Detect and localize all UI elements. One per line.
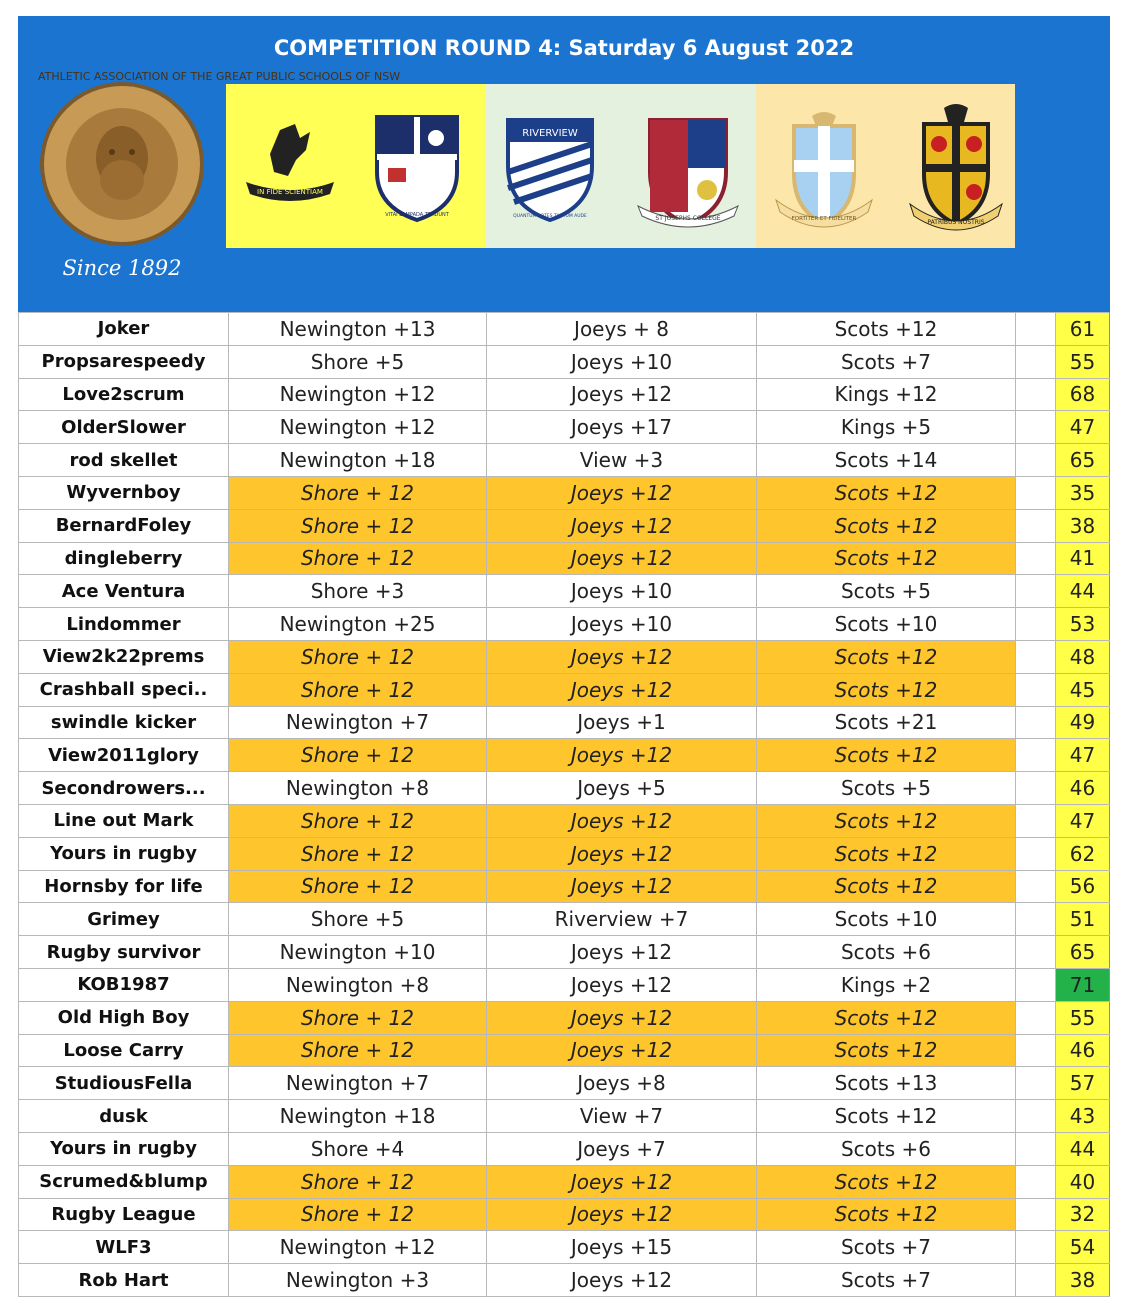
player-name-cell: OlderSlower <box>19 411 229 444</box>
table-row <box>19 673 1110 706</box>
pick-game3-cell: Scots +6 <box>757 1132 1016 1165</box>
score-cell: 48 <box>1056 640 1110 673</box>
pick-game1-cell: Shore + 12 <box>229 1034 487 1067</box>
svg-text:IN FIDE SCIENTIAM: IN FIDE SCIENTIAM <box>257 188 323 196</box>
pick-game3-cell: Scots +12 <box>757 1100 1016 1133</box>
table-row <box>19 903 1110 936</box>
scots-crest-icon <box>906 104 1006 234</box>
pick-game1-cell: Newington +13 <box>229 313 487 346</box>
table-row <box>19 772 1110 805</box>
player-name-cell: Joker <box>19 313 229 346</box>
pick-game1-cell: Newington +12 <box>229 378 487 411</box>
pick-game2-cell: Joeys +12 <box>487 1198 757 1231</box>
pick-game2-cell: Joeys +5 <box>487 772 757 805</box>
table-row <box>19 509 1110 542</box>
kings-crest-icon <box>772 110 876 234</box>
spacer-cell <box>1016 345 1056 378</box>
pick-game3-cell: Scots +10 <box>757 608 1016 641</box>
pick-game1-cell: Newington +7 <box>229 706 487 739</box>
svg-text:PATRIBUS NOSTRIS: PATRIBUS NOSTRIS <box>927 219 985 226</box>
joeys-crest-icon <box>636 110 740 230</box>
shore-crest-icon <box>372 112 462 224</box>
pick-game3-cell: Kings +12 <box>757 378 1016 411</box>
pick-game1-cell: Shore + 12 <box>229 837 487 870</box>
pick-game2-cell: Joeys +10 <box>487 575 757 608</box>
pick-game2-cell: Joeys +12 <box>487 837 757 870</box>
pick-game2-cell: Joeys +8 <box>487 1067 757 1100</box>
svg-text:ST JOSEPHS COLLEGE: ST JOSEPHS COLLEGE <box>655 215 721 222</box>
pick-game2-cell: Joeys +12 <box>487 1165 757 1198</box>
pick-game3-cell: Scots +10 <box>757 903 1016 936</box>
table-row <box>19 1264 1110 1297</box>
pick-game1-cell: Newington +18 <box>229 444 487 477</box>
spacer-cell <box>1016 772 1056 805</box>
page-title: COMPETITION ROUND 4: Saturday 6 August 2022 <box>273 36 855 60</box>
player-name-cell: KOB1987 <box>19 968 229 1001</box>
spacer-cell <box>1016 903 1056 936</box>
spacer-cell <box>1016 313 1056 346</box>
table-row <box>19 804 1110 837</box>
score-cell: 44 <box>1056 575 1110 608</box>
score-cell: 53 <box>1056 608 1110 641</box>
pick-game1-cell: Newington +8 <box>229 772 487 805</box>
score-cell: 51 <box>1056 903 1110 936</box>
spacer-cell <box>1016 968 1056 1001</box>
pick-game2-cell: Joeys +1 <box>487 706 757 739</box>
pick-game3-cell: Scots +5 <box>757 772 1016 805</box>
spacer-cell <box>1016 378 1056 411</box>
crest-band-2 <box>486 84 756 248</box>
pick-game2-cell: Joeys +12 <box>487 378 757 411</box>
header-banner <box>18 16 1110 312</box>
player-name-cell: Scrumed&blump <box>19 1165 229 1198</box>
score-cell: 46 <box>1056 772 1110 805</box>
pick-game1-cell: Newington +10 <box>229 936 487 969</box>
pick-game3-cell: Scots +7 <box>757 1264 1016 1297</box>
spacer-cell <box>1016 936 1056 969</box>
pick-game2-cell: Joeys +10 <box>487 608 757 641</box>
score-cell: 38 <box>1056 1264 1110 1297</box>
pick-game2-cell: Joeys + 8 <box>487 313 757 346</box>
player-name-cell: Rugby survivor <box>19 936 229 969</box>
table-row <box>19 706 1110 739</box>
pick-game1-cell: Shore + 12 <box>229 870 487 903</box>
pick-game3-cell: Scots +12 <box>757 837 1016 870</box>
table-row <box>19 608 1110 641</box>
pick-game3-cell: Scots +12 <box>757 673 1016 706</box>
table-row <box>19 1067 1110 1100</box>
score-cell: 46 <box>1056 1034 1110 1067</box>
spacer-cell <box>1016 1165 1056 1198</box>
score-cell: 45 <box>1056 673 1110 706</box>
pick-game3-cell: Scots +12 <box>757 870 1016 903</box>
pick-game3-cell: Scots +12 <box>757 509 1016 542</box>
pick-game1-cell: Shore + 12 <box>229 476 487 509</box>
spacer-cell <box>1016 476 1056 509</box>
pick-game1-cell: Newington +25 <box>229 608 487 641</box>
table-body <box>19 313 1110 1297</box>
pick-game1-cell: Shore + 12 <box>229 804 487 837</box>
spacer-cell <box>1016 1264 1056 1297</box>
player-name-cell: Line out Mark <box>19 804 229 837</box>
score-cell: 55 <box>1056 1001 1110 1034</box>
pick-game1-cell: Shore + 12 <box>229 1165 487 1198</box>
score-cell: 54 <box>1056 1231 1110 1264</box>
spacer-cell <box>1016 1034 1056 1067</box>
table-row <box>19 1198 1110 1231</box>
crest-band-3 <box>756 84 1015 248</box>
player-name-cell: Propsarespeedy <box>19 345 229 378</box>
medal-motto: ATHLETIC ASSOCIATION OF THE GREAT PUBLIC SCHOOLS OF NSW <box>38 70 401 83</box>
pick-game1-cell: Shore +5 <box>229 903 487 936</box>
score-cell: 44 <box>1056 1132 1110 1165</box>
score-cell: 61 <box>1056 313 1110 346</box>
pick-game3-cell: Scots +12 <box>757 313 1016 346</box>
spacer-cell <box>1016 1100 1056 1133</box>
score-cell: 71 <box>1056 968 1110 1001</box>
pick-game3-cell: Scots +12 <box>757 1198 1016 1231</box>
svg-text:FORTITER ET FIDELITER: FORTITER ET FIDELITER <box>791 216 857 222</box>
player-name-cell: dingleberry <box>19 542 229 575</box>
player-name-cell: Crashball speci.. <box>19 673 229 706</box>
pick-game2-cell: Joeys +17 <box>487 411 757 444</box>
spacer-cell <box>1016 575 1056 608</box>
score-cell: 55 <box>1056 345 1110 378</box>
spacer-cell <box>1016 411 1056 444</box>
pick-game3-cell: Scots +12 <box>757 1165 1016 1198</box>
pick-game2-cell: Joeys +12 <box>487 936 757 969</box>
table-row <box>19 1001 1110 1034</box>
crest-band-1 <box>226 84 486 248</box>
score-cell: 47 <box>1056 804 1110 837</box>
score-cell: 68 <box>1056 378 1110 411</box>
player-name-cell: Secondrowers... <box>19 772 229 805</box>
score-cell: 35 <box>1056 476 1110 509</box>
pick-game1-cell: Shore + 12 <box>229 1198 487 1231</box>
pick-game2-cell: Joeys +15 <box>487 1231 757 1264</box>
pick-game2-cell: Joeys +12 <box>487 870 757 903</box>
spacer-cell <box>1016 673 1056 706</box>
player-name-cell: View2k22prems <box>19 640 229 673</box>
spacer-cell <box>1016 1198 1056 1231</box>
player-name-cell: swindle kicker <box>19 706 229 739</box>
table-row <box>19 313 1110 346</box>
pick-game1-cell: Newington +18 <box>229 1100 487 1133</box>
spacer-cell <box>1016 870 1056 903</box>
score-cell: 62 <box>1056 837 1110 870</box>
svg-text:VITAI LAMPADA TRADUNT: VITAI LAMPADA TRADUNT <box>385 212 449 218</box>
pick-game2-cell: Joeys +12 <box>487 509 757 542</box>
pick-game3-cell: Scots +12 <box>757 1034 1016 1067</box>
player-name-cell: Lindommer <box>19 608 229 641</box>
pick-game3-cell: Scots +12 <box>757 1001 1016 1034</box>
riverview-crest-icon <box>500 114 600 224</box>
table-row <box>19 640 1110 673</box>
svg-text:QUANTUM POTES TANTUM AUDE: QUANTUM POTES TANTUM AUDE <box>513 214 587 219</box>
table-row <box>19 542 1110 575</box>
pick-game3-cell: Scots +21 <box>757 706 1016 739</box>
score-cell: 32 <box>1056 1198 1110 1231</box>
svg-text:RIVERVIEW: RIVERVIEW <box>522 128 578 139</box>
table-row <box>19 1231 1110 1264</box>
player-name-cell: Grimey <box>19 903 229 936</box>
pick-game1-cell: Shore +3 <box>229 575 487 608</box>
score-cell: 65 <box>1056 936 1110 969</box>
pick-game2-cell: View +7 <box>487 1100 757 1133</box>
score-cell: 56 <box>1056 870 1110 903</box>
table-row <box>19 378 1110 411</box>
score-cell: 41 <box>1056 542 1110 575</box>
spacer-cell <box>1016 444 1056 477</box>
spacer-cell <box>1016 608 1056 641</box>
pick-game1-cell: Newington +8 <box>229 968 487 1001</box>
score-cell: 47 <box>1056 739 1110 772</box>
pick-game1-cell: Shore +5 <box>229 345 487 378</box>
player-name-cell: Hornsby for life <box>19 870 229 903</box>
pick-game1-cell: Shore + 12 <box>229 739 487 772</box>
pick-game1-cell: Newington +7 <box>229 1067 487 1100</box>
pick-game3-cell: Scots +12 <box>757 542 1016 575</box>
pick-game3-cell: Scots +7 <box>757 1231 1016 1264</box>
dragon-crest-icon <box>240 120 340 210</box>
player-name-cell: Wyvernboy <box>19 476 229 509</box>
player-name-cell: Loose Carry <box>19 1034 229 1067</box>
player-name-cell: Love2scrum <box>19 378 229 411</box>
spacer-cell <box>1016 1231 1056 1264</box>
pick-game2-cell: Joeys +12 <box>487 640 757 673</box>
player-name-cell: Yours in rugby <box>19 837 229 870</box>
pick-game3-cell: Scots +12 <box>757 804 1016 837</box>
player-name-cell: StudiousFella <box>19 1067 229 1100</box>
pick-game3-cell: Scots +5 <box>757 575 1016 608</box>
player-name-cell: BernardFoley <box>19 509 229 542</box>
player-name-cell: Old High Boy <box>19 1001 229 1034</box>
player-name-cell: Rob Hart <box>19 1264 229 1297</box>
pick-game2-cell: Joeys +12 <box>487 1264 757 1297</box>
pick-game3-cell: Scots +7 <box>757 345 1016 378</box>
table-row <box>19 444 1110 477</box>
pick-game1-cell: Shore +4 <box>229 1132 487 1165</box>
pick-game1-cell: Newington +12 <box>229 411 487 444</box>
spacer-cell <box>1016 837 1056 870</box>
pick-game3-cell: Scots +12 <box>757 640 1016 673</box>
player-name-cell: Rugby League <box>19 1198 229 1231</box>
spacer-cell <box>1016 1067 1056 1100</box>
pick-game1-cell: Shore + 12 <box>229 1001 487 1034</box>
pick-game3-cell: Scots +14 <box>757 444 1016 477</box>
player-name-cell: rod skellet <box>19 444 229 477</box>
player-name-cell: View2011glory <box>19 739 229 772</box>
spacer-cell <box>1016 706 1056 739</box>
table-row <box>19 936 1110 969</box>
spacer-cell <box>1016 1001 1056 1034</box>
score-cell: 43 <box>1056 1100 1110 1133</box>
table-row <box>19 1034 1110 1067</box>
score-cell: 49 <box>1056 706 1110 739</box>
pick-game3-cell: Scots +12 <box>757 476 1016 509</box>
spacer-cell <box>1016 1132 1056 1165</box>
pick-game2-cell: View +3 <box>487 444 757 477</box>
pick-game2-cell: Joeys +12 <box>487 739 757 772</box>
pick-game1-cell: Shore + 12 <box>229 542 487 575</box>
pick-game3-cell: Scots +13 <box>757 1067 1016 1100</box>
score-cell: 47 <box>1056 411 1110 444</box>
pick-game2-cell: Joeys +7 <box>487 1132 757 1165</box>
table-row <box>19 1100 1110 1133</box>
table-row <box>19 1165 1110 1198</box>
spacer-cell <box>1016 739 1056 772</box>
player-name-cell: dusk <box>19 1100 229 1133</box>
score-cell: 65 <box>1056 444 1110 477</box>
spacer-cell <box>1016 542 1056 575</box>
pick-game1-cell: Shore + 12 <box>229 640 487 673</box>
table-row <box>19 345 1110 378</box>
since-label: Since 1892 <box>62 256 182 280</box>
table-row <box>19 870 1110 903</box>
pick-game2-cell: Joeys +12 <box>487 476 757 509</box>
table-row <box>19 1132 1110 1165</box>
table-row <box>19 837 1110 870</box>
score-cell: 38 <box>1056 509 1110 542</box>
pick-game1-cell: Shore + 12 <box>229 673 487 706</box>
pick-game1-cell: Newington +3 <box>229 1264 487 1297</box>
pick-game3-cell: Kings +5 <box>757 411 1016 444</box>
pick-game2-cell: Joeys +12 <box>487 542 757 575</box>
pick-game2-cell: Joeys +12 <box>487 1001 757 1034</box>
pick-game1-cell: Newington +12 <box>229 1231 487 1264</box>
score-cell: 57 <box>1056 1067 1110 1100</box>
table-row <box>19 968 1110 1001</box>
table-row <box>19 575 1110 608</box>
spacer-cell <box>1016 640 1056 673</box>
pick-game1-cell: Shore + 12 <box>229 509 487 542</box>
player-name-cell: Yours in rugby <box>19 1132 229 1165</box>
table-row <box>19 411 1110 444</box>
pick-game2-cell: Joeys +12 <box>487 673 757 706</box>
player-name-cell: Ace Ventura <box>19 575 229 608</box>
pick-game2-cell: Joeys +12 <box>487 1034 757 1067</box>
spacer-cell <box>1016 804 1056 837</box>
pick-game2-cell: Riverview +7 <box>487 903 757 936</box>
table-row <box>19 476 1110 509</box>
score-cell: 40 <box>1056 1165 1110 1198</box>
pick-game3-cell: Scots +12 <box>757 739 1016 772</box>
pick-game3-cell: Kings +2 <box>757 968 1016 1001</box>
tipping-table <box>18 312 1110 1297</box>
pick-game3-cell: Scots +6 <box>757 936 1016 969</box>
table-row <box>19 739 1110 772</box>
player-name-cell: WLF3 <box>19 1231 229 1264</box>
pick-game2-cell: Joeys +12 <box>487 968 757 1001</box>
pick-game2-cell: Joeys +10 <box>487 345 757 378</box>
spacer-cell <box>1016 509 1056 542</box>
pick-game2-cell: Joeys +12 <box>487 804 757 837</box>
